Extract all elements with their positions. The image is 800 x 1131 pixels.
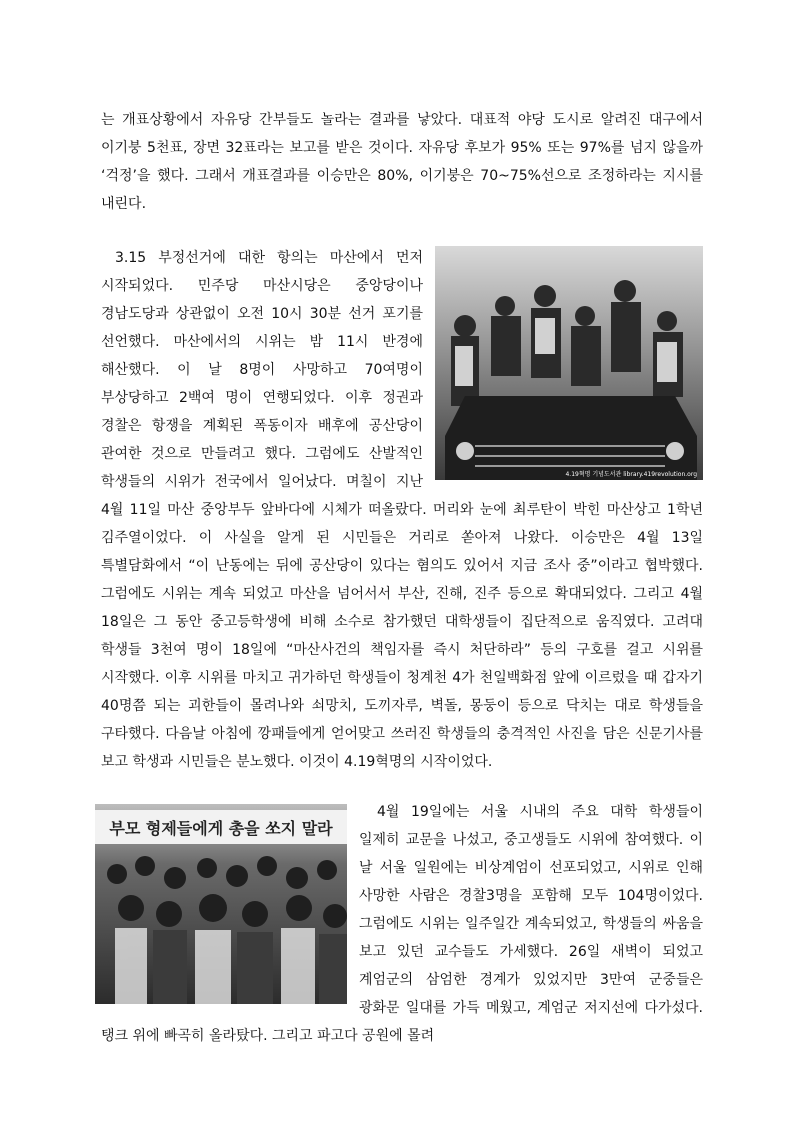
paragraph-april-19-text: 4월 19일에는 서울 시내의 주요 대학 학생들이 일제히 교문을 나섰고, 중고생들도 시위에 참여했다. 이 날 서울 일원에는 비상계엄이 선포되었고, 시위로 인해 사망한 사람은 경찰3명을 포함해 모두 104명이었다. 그럼에도 시위는 일주일간 계속되었고, 학생들의 싸움을 보고 있던 교수들도 가세했다. 26일 새벽이 되었고 계엄군의 삼엄한 경계가 있었지만 3만여 군중들은 광화문 일대를 가득 메웠고, 계엄군 저지선에 다가섰다. 탱크 위에 빠곡히 올라탔다. 그리고 파고다 공원에 몰려 (101, 804, 703, 1044)
photo-watermark: 4.19혁명 기념도서관 library.419revolution.org (565, 471, 697, 478)
photo-students-on-car (435, 246, 703, 480)
photo-student-march-banner (95, 804, 347, 1004)
paragraph-masan-protest (101, 244, 703, 776)
paragraph-masan-text: 3.15 부정선거에 대한 항의는 마산에서 먼저 시작되었다. 민주당 마산시당은 중앙당이나 경남도당과 상관없이 오전 10시 30분 선거 포기를 선언했다. 마산에서의 시위는 밤 11시 반경에 해산했다. 이 날 8명이 사망하고 70여명이 부상당하고 2백여 명이 연행되었다. 이후 정권과 경찰은 항쟁을 계획된 폭동이자 배후에 공산당이 관여한 것으로 만들려고 했다. 그럼에도 산발적인 학생들의 시위가 전국에서 일어났다. 며칠이 지난 4월 11일 마산 중앙부두 앞바다에 시체가 떠올랐다. 머리와 눈에 최루탄이 박힌 마산상고 1학년 김주열이었다. 이 사실을 알게 된 시민들은 거리로 쏟아져 나왔다. 이승만은 4월 13일 특별담화에서 “이 난동에는 뒤에 공산당이 있다는 혐의도 있어서 지금 조사 중”이라고 협박했다. 그럼에도 시위는 계속 되었고 마산을 넘어서서 부산, 진해, 진주 등으로 확대되었다. 그리고 4월 18일은 그 동안 중고등학생에 비해 소수로 참가했던 대학생들이 집단적으로 움직였다. 고려대 학생들 3천여 명이 18일에 “마산사건의 책임자를 즉시 처단하라” 등의 구호를 걸고 시위를 시작했다. 이후 시위를 마치고 귀가하던 학생들이 청계천 4가 천일백화점 앞에 이르렀을 때 갑자기 40명쯤 되는 괴한들이 몰려나와 쇠망치, 도끼자루, 벽돌, 몽둥이 등으로 닥치는 대로 학생들을 구타했다. 다음날 아침에 깡패들에게 얻어맞고 쓰러진 학생들의 충격적인 사진을 담은 신문기사를 보고 학생과 시민들은 분노했다. 이것이 4.19혁명의 시작이었다. (101, 250, 703, 770)
paragraph-april-19 (101, 798, 703, 1050)
paragraph-election-count: 는 개표상황에서 자유당 간부들도 놀라는 결과를 낳았다. 대표적 야당 도시로 알려진 대구에서 이기붕 5천표, 장면 32표라는 보고를 받은 것이다. 자유당 후보가 95% 또는 97%를 넘지 않을까 ‘걱정’을 했다. 그래서 개표결과를 이승만은 80%, 이기붕은 70~75%선으로 조정하라는 지시를 내린다. (101, 112, 703, 212)
banner-slogan: 부모 형제들에게 총을 쏘지 말라 (109, 819, 333, 838)
